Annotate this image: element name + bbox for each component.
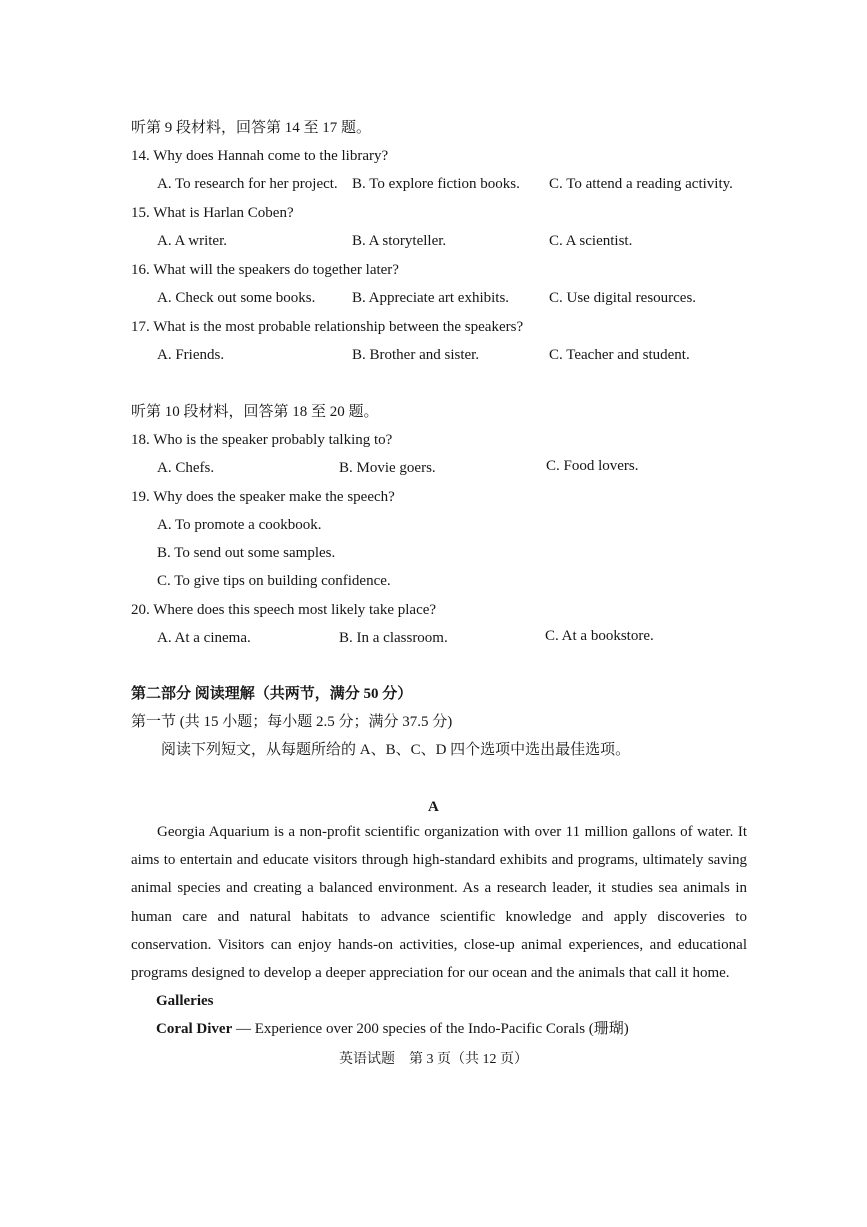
question-17-stem: 17. What is the most probable relationship between the speakers?: [131, 319, 524, 335]
part-2-title: 第二部分 阅读理解（共两节，满分 50 分）: [131, 686, 413, 702]
passage-letter: A: [428, 799, 439, 815]
question-15-option-c: C. A scientist.: [549, 233, 633, 249]
section-10-header: 听第 10 段材料，回答第 18 至 20 题。: [131, 404, 379, 420]
question-14-option-c: C. To attend a reading activity.: [549, 176, 733, 192]
question-16-stem: 16. What will the speakers do together later?: [131, 262, 399, 278]
question-16-option-c: C. Use digital resources.: [549, 290, 697, 306]
question-20-stem: 20. Where does this speech most likely take place?: [131, 602, 437, 618]
question-20-option-b: B. In a classroom.: [339, 630, 448, 646]
question-18-stem: 18. Who is the speaker probably talking to?: [131, 432, 393, 448]
reading-instruction: 阅读下列短文，从每题所给的 A、B、C、D 四个选项中选出最佳选项。: [161, 742, 631, 758]
question-15-stem: 15. What is Harlan Coben?: [131, 205, 294, 221]
coral-diver-entry: [156, 1019, 629, 1039]
question-18-option-b: B. Movie goers.: [339, 460, 436, 476]
coral-diver-separator: —: [232, 1021, 255, 1037]
question-19-option-a: A. To promote a cookbook.: [157, 517, 322, 533]
question-20-option-c: C. At a bookstore.: [545, 628, 654, 644]
question-16-option-b: B. Appreciate art exhibits.: [352, 290, 510, 306]
question-17-option-b: B. Brother and sister.: [352, 347, 480, 363]
question-14-option-b: B. To explore fiction books.: [352, 176, 520, 192]
question-15-option-a: A. A writer.: [157, 233, 227, 249]
question-19-option-c: C. To give tips on building confidence.: [157, 573, 391, 589]
question-18-option-c: C. Food lovers.: [546, 458, 639, 474]
question-16-option-a: A. Check out some books.: [157, 290, 316, 306]
coral-diver-name: Coral Diver: [156, 1021, 233, 1037]
part-2-section-1-title: 第一节 (共 15 小题；每小题 2.5 分；满分 37.5 分): [131, 714, 453, 730]
question-14-option-a: A. To research for her project.: [157, 176, 338, 192]
galleries-heading: Galleries: [156, 993, 214, 1009]
question-20-option-a: A. At a cinema.: [157, 630, 251, 646]
question-17-option-a: A. Friends.: [157, 347, 225, 363]
question-17-option-c: C. Teacher and student.: [549, 347, 690, 363]
section-9-header: 听第 9 段材料，回答第 14 至 17 题。: [131, 120, 372, 136]
question-14-stem: 14. Why does Hannah come to the library?: [131, 148, 389, 164]
page-footer: 英语试题 第 3 页（共 12 页）: [339, 1052, 528, 1067]
coral-diver-description: Experience over 200 species of the Indo-Pacific Corals (珊瑚): [254, 1021, 629, 1037]
question-18-option-a: A. Chefs.: [157, 460, 215, 476]
passage-body-text: Georgia Aquarium is a non-profit scientific organization with over 11 million gallons of water. It aims to entertain and educate visitors through high-standard exhibits and programs, ultimately saving animal species and creating a balanced environment. As a research leader, it studies sea animals in human care and natural habitats to advance scientific knowledge and apply discoveries to conservation. Visitors can enjoy hands-on activities, close-up animal experiences, and educational programs designed to develop a deeper appreciation for our ocean and the animals that call it home.: [131, 824, 747, 982]
question-19-stem: 19. Why does the speaker make the speech?: [131, 489, 395, 505]
question-19-option-b: B. To send out some samples.: [157, 545, 336, 561]
passage-body: [131, 818, 747, 987]
question-15-option-b: B. A storyteller.: [352, 233, 447, 249]
